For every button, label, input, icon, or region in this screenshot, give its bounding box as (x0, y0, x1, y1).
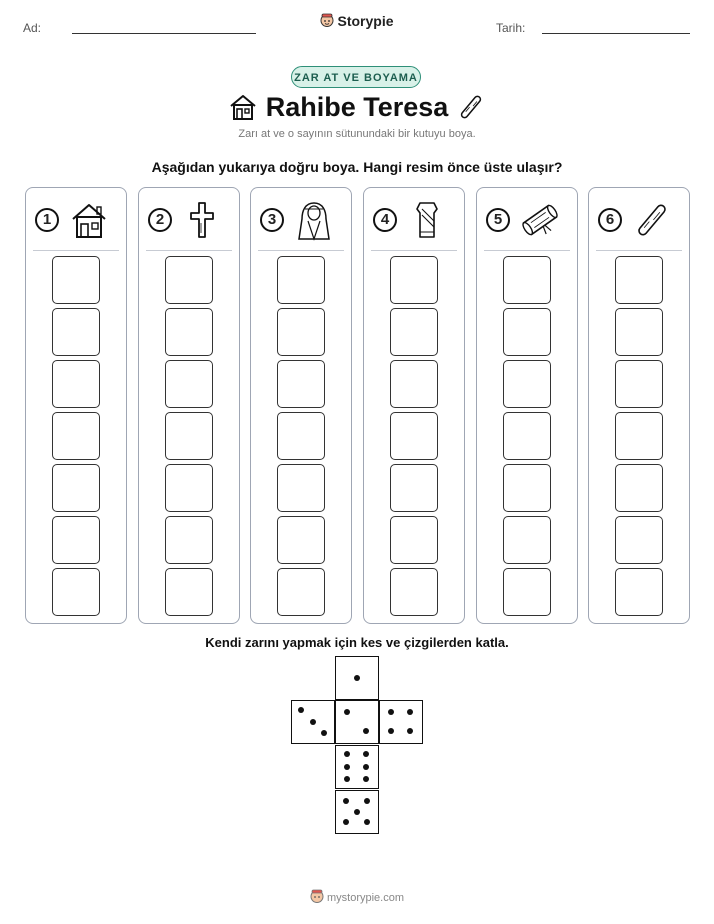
stick-icon (456, 92, 486, 122)
die-pip (343, 798, 349, 804)
color-box[interactable] (277, 256, 325, 304)
color-box[interactable] (277, 516, 325, 564)
subtitle: Zarı at ve o sayının sütunundaki bir kutuyu boya. (238, 128, 476, 140)
color-box[interactable] (615, 308, 663, 356)
color-box[interactable] (52, 516, 100, 564)
die-pip (321, 730, 327, 736)
column-number: 5 (486, 208, 510, 232)
color-box[interactable] (390, 308, 438, 356)
die-pip (344, 764, 350, 770)
die-pip (354, 675, 360, 681)
die-pip (407, 709, 413, 715)
column-divider (258, 250, 344, 251)
color-box[interactable] (52, 568, 100, 616)
color-box[interactable] (503, 256, 551, 304)
die-pip (364, 798, 370, 804)
color-box[interactable] (503, 412, 551, 460)
color-box[interactable] (277, 360, 325, 408)
color-box[interactable] (165, 464, 213, 512)
name-line[interactable] (72, 33, 256, 34)
column-4 (363, 187, 465, 624)
activity-badge: ZAR AT VE BOYAMA (291, 66, 421, 88)
column-divider (371, 250, 457, 251)
column-divider (33, 250, 119, 251)
column-2 (138, 187, 240, 624)
column-number: 6 (598, 208, 622, 232)
cross-icon (181, 199, 223, 241)
page-title: Rahibe Teresa (265, 92, 449, 122)
color-box[interactable] (52, 360, 100, 408)
color-box[interactable] (52, 412, 100, 460)
color-box[interactable] (390, 360, 438, 408)
die-pip (363, 728, 369, 734)
instruction: Aşağıdan yukarıya doğru boya. Hangi resim önce üste ulaşır? (151, 159, 563, 175)
color-box[interactable] (615, 464, 663, 512)
color-box[interactable] (503, 464, 551, 512)
column-divider (596, 250, 682, 251)
die-pip (344, 776, 350, 782)
die-pip (407, 728, 413, 734)
die-pip (344, 751, 350, 757)
color-box[interactable] (52, 256, 100, 304)
die-pip (310, 719, 316, 725)
color-box[interactable] (390, 516, 438, 564)
color-box[interactable] (277, 308, 325, 356)
color-box[interactable] (390, 412, 438, 460)
die-pip (298, 707, 304, 713)
footer-url: mystorypie.com (326, 891, 405, 904)
date-line[interactable] (542, 33, 690, 34)
color-box[interactable] (277, 464, 325, 512)
column-divider (146, 250, 232, 251)
die-face-1 (335, 656, 379, 700)
die-pip (363, 764, 369, 770)
die-pip (364, 819, 370, 825)
die-pip (344, 709, 350, 715)
house-icon (68, 199, 110, 241)
color-box[interactable] (277, 412, 325, 460)
die-pip (388, 709, 394, 715)
color-box[interactable] (390, 568, 438, 616)
die-face-3 (291, 700, 335, 744)
color-box[interactable] (165, 516, 213, 564)
dice-caption: Kendi zarını yapmak için kes ve çizgilerden katla. (205, 635, 509, 650)
color-box[interactable] (390, 256, 438, 304)
die-pip (363, 776, 369, 782)
brand-name: Storypie (337, 13, 394, 29)
scroll-icon (519, 199, 561, 241)
color-box[interactable] (503, 308, 551, 356)
column-3 (250, 187, 352, 624)
color-box[interactable] (503, 516, 551, 564)
die-pip (388, 728, 394, 734)
die-face-5 (335, 790, 379, 834)
color-box[interactable] (503, 360, 551, 408)
storypie-mascot-icon (320, 13, 334, 31)
nun-icon (293, 199, 335, 241)
color-box[interactable] (615, 516, 663, 564)
die-pip (363, 751, 369, 757)
color-box[interactable] (503, 568, 551, 616)
color-box[interactable] (390, 464, 438, 512)
column-number: 3 (260, 208, 284, 232)
die-face-6 (335, 745, 379, 789)
die-pip (343, 819, 349, 825)
color-box[interactable] (615, 412, 663, 460)
color-box[interactable] (165, 256, 213, 304)
column-1 (25, 187, 127, 624)
storypie-mascot-icon (310, 889, 324, 907)
footer (0, 889, 714, 907)
color-box[interactable] (615, 568, 663, 616)
date-label: Tarih: (496, 21, 526, 35)
stick-icon (631, 199, 673, 241)
die-pip (354, 809, 360, 815)
brand-logo (0, 13, 714, 31)
color-box[interactable] (165, 412, 213, 460)
color-box[interactable] (52, 464, 100, 512)
name-label: Ad: (23, 21, 42, 35)
color-box[interactable] (52, 308, 100, 356)
column-5 (476, 187, 578, 624)
color-box[interactable] (165, 308, 213, 356)
column-6 (588, 187, 690, 624)
color-box[interactable] (165, 568, 213, 616)
robe-icon (406, 199, 448, 241)
column-divider (484, 250, 570, 251)
column-number: 1 (35, 208, 59, 232)
die-face-2 (335, 700, 379, 744)
color-box[interactable] (277, 568, 325, 616)
color-box[interactable] (615, 256, 663, 304)
color-box[interactable] (165, 360, 213, 408)
die-face-4 (379, 700, 423, 744)
color-box[interactable] (615, 360, 663, 408)
column-number: 4 (373, 208, 397, 232)
column-number: 2 (148, 208, 172, 232)
